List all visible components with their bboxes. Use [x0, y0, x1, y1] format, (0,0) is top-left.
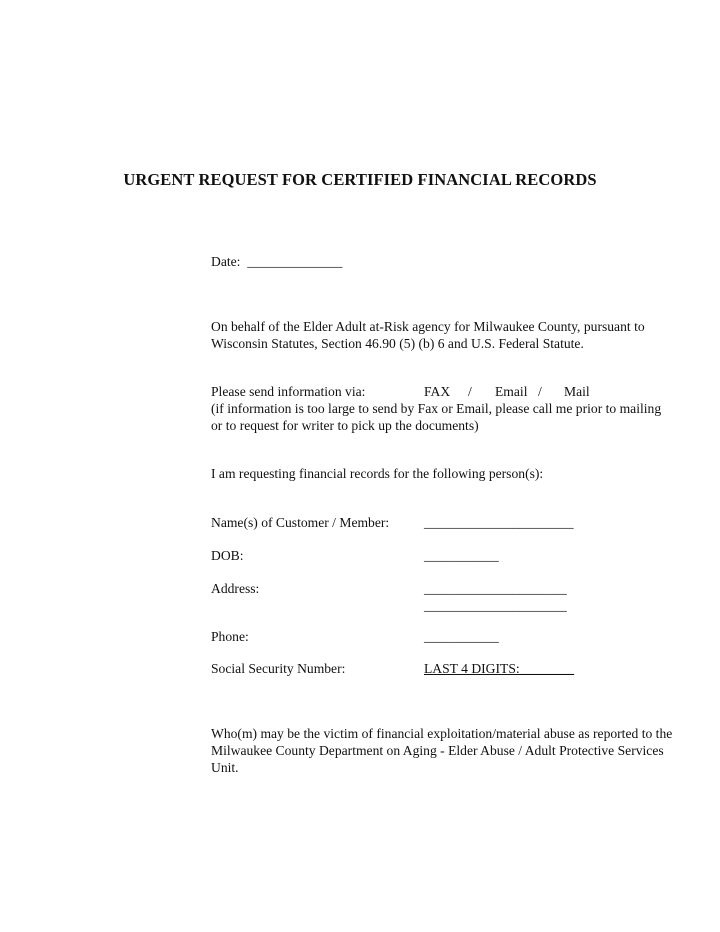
delivery-label: Please send information via: — [211, 384, 366, 399]
document-title: URGENT REQUEST FOR CERTIFIED FINANCIAL RECORDS — [123, 170, 597, 189]
delivery-note-line-2: or to request for writer to pick up the documents) — [211, 418, 479, 433]
phone-blank: ___________ — [424, 629, 499, 644]
closing-line-1: Who(m) may be the victim of financial exploitation/material abuse as reported to the — [211, 726, 673, 741]
intro-line-2: Wisconsin Statutes, Section 46.90 (5) (b) 6 and U.S. Federal Statute. — [211, 336, 584, 351]
ssn-value: LAST 4 DIGITS:________ — [424, 661, 575, 676]
closing-line-3: Unit. — [211, 760, 239, 775]
date-blank: ______________ — [247, 254, 343, 269]
dob-blank: ___________ — [424, 548, 499, 563]
address-blank-2: _____________________ — [424, 598, 567, 613]
name-label: Name(s) of Customer / Member: — [211, 515, 390, 530]
delivery-separator-2: / — [538, 384, 542, 399]
date-line — [211, 253, 342, 270]
delivery-option-fax: FAX — [424, 384, 451, 399]
intro-line-1: On behalf of the Elder Adult at-Risk agency for Milwaukee County, pursuant to — [211, 319, 645, 334]
delivery-option-email: Email — [495, 384, 528, 399]
dob-label: DOB: — [211, 548, 244, 563]
date-label: Date: — [211, 254, 241, 269]
address-label: Address: — [211, 581, 260, 596]
closing-line-2: Milwaukee County Department on Aging - Elder Abuse / Adult Protective Services — [211, 743, 664, 758]
delivery-note-line-1: (if information is too large to send by Fax or Email, please call me prior to mailing — [211, 401, 662, 416]
delivery-option-mail: Mail — [564, 384, 590, 399]
phone-label: Phone: — [211, 629, 249, 644]
delivery-separator-1: / — [468, 384, 472, 399]
address-blank-1: _____________________ — [424, 581, 567, 596]
ssn-label: Social Security Number: — [211, 661, 346, 676]
request-line: I am requesting financial records for the following person(s): — [211, 466, 544, 481]
name-blank: ______________________ — [424, 515, 574, 530]
